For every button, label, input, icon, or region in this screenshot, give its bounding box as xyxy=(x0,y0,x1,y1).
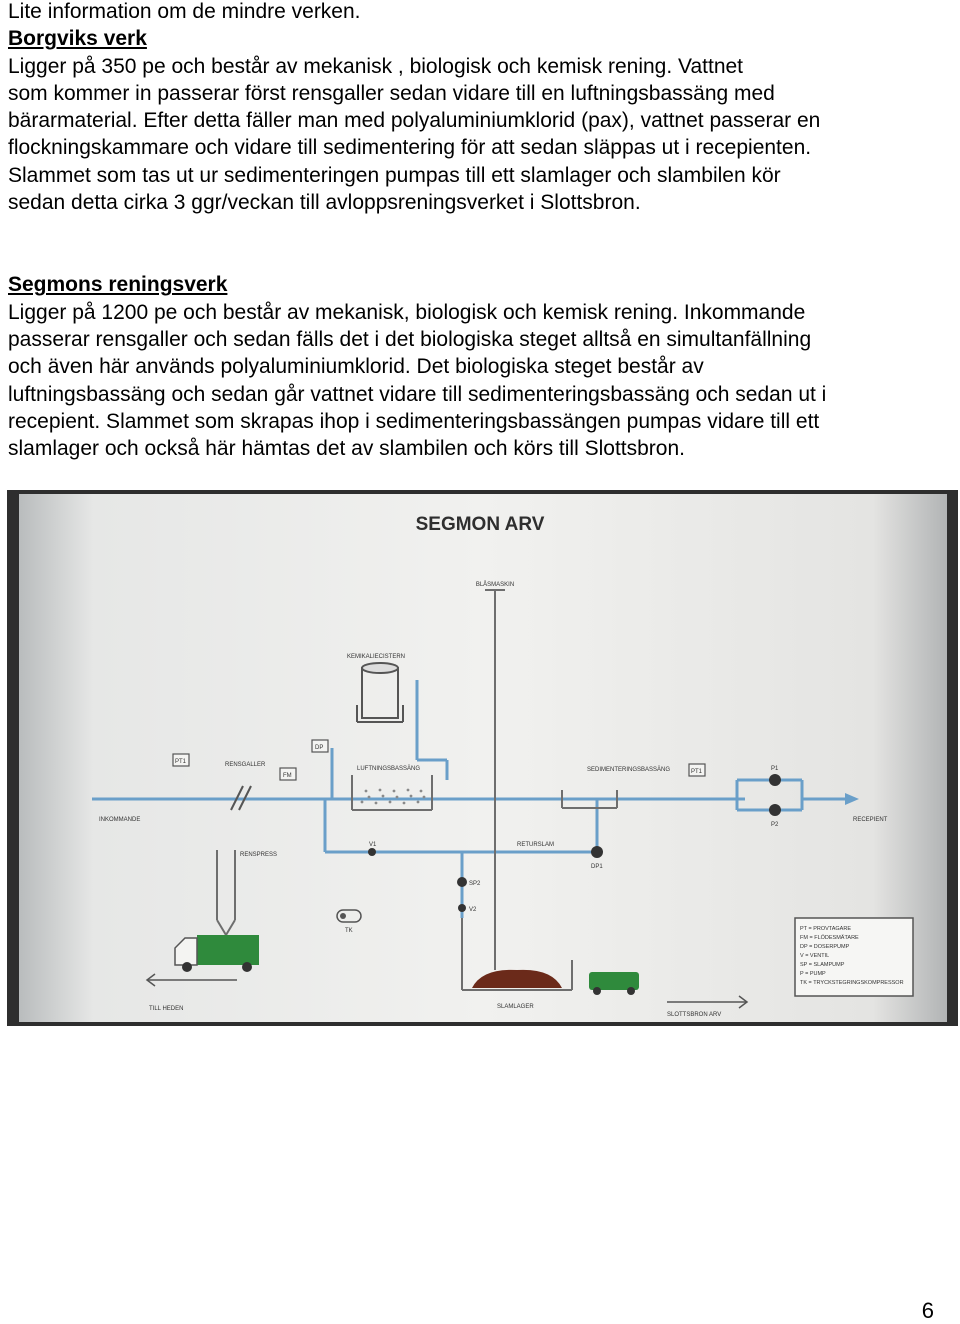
intro-line: Lite information om de mindre verken. xyxy=(8,0,361,23)
diagram-title: SEGMON ARV xyxy=(415,514,545,535)
label-recepient: RECEPIENT xyxy=(853,817,888,823)
legend-item: TK = TRYCKSTEGRINGSKOMPRESSOR xyxy=(800,980,904,986)
valve-v2-icon xyxy=(458,904,466,912)
paragraph-line: luftningsbassäng och sedan går vattnet vidare till sedimenteringsbassäng och sedan ut i xyxy=(8,382,827,406)
label-p2: P2 xyxy=(771,822,779,828)
legend-item: P = PUMP xyxy=(800,971,826,977)
label-inkommande: INKOMMANDE xyxy=(99,817,141,823)
paragraph-line: sedan detta cirka 3 ggr/veckan till avloppsreningsverket i Slottsbron. xyxy=(8,191,641,215)
paragraph-borgvik xyxy=(8,53,953,217)
dosing-pump-dp1-icon xyxy=(591,846,603,858)
label-v2: V2 xyxy=(469,907,477,913)
legend-item: PT = PROVTAGARE xyxy=(800,926,851,932)
process-diagram xyxy=(7,490,958,1026)
valve-v1-icon xyxy=(368,848,376,856)
label-kemikaliecistern: KEMIKALIECISTERN xyxy=(347,654,406,660)
sludge-pump-icon xyxy=(457,877,467,887)
paragraph-segmon xyxy=(8,299,953,463)
pump-p1-icon xyxy=(769,774,781,786)
label-sp2: SP2 xyxy=(469,881,481,887)
paragraph-line: Slammet som tas ut ur sedimenteringen pumpas till ett slamlager och slambilen kör xyxy=(8,163,781,187)
paragraph-line: som kommer in passerar först rensgaller sedan vidare till en luftningsbassäng med xyxy=(8,81,775,105)
heading-borgvik: Borgviks verk xyxy=(8,27,147,51)
label-slamlager: SLAMLAGER xyxy=(497,1004,534,1010)
section-spacer xyxy=(8,216,953,271)
label-returslam: RETURSLAM xyxy=(517,842,555,848)
label-slottsbron-arv: SLOTTSBRON ARV xyxy=(667,1012,722,1018)
label-v1: V1 xyxy=(369,842,377,848)
label-rensgaller: RENSGALLER xyxy=(225,762,266,768)
label-sedimenteringsbassang: SEDIMENTERINGSBASSÄNG xyxy=(587,767,671,773)
paragraph-line: recepient. Slammet som skrapas ihop i sedimenteringsbassängen pumpas vidare till ett xyxy=(8,409,820,433)
heading-segmon: Segmons reningsverk xyxy=(8,273,228,297)
label-luftningsbassang: LUFTNINGSBASSÄNG xyxy=(357,766,421,772)
scada-screen-photo xyxy=(7,490,958,1026)
diagram-legend xyxy=(795,918,913,996)
label-pt1: PT1 xyxy=(175,759,187,765)
paragraph-line: Ligger på 350 pe och består av mekanisk , biologisk och kemisk rening. Vattnet xyxy=(8,54,744,78)
legend-item: SP = SLAMPUMP xyxy=(800,962,845,968)
paragraph-line: och även här används polyaluminiumklorid. Det biologiska steget består av xyxy=(8,355,704,379)
label-blasmaskin: BLÅSMASKIN xyxy=(475,582,515,588)
paragraph-line: passerar rensgaller och sedan fälls det i det biologiska steget alltså en simultanfällning xyxy=(8,327,812,351)
label-dp: DP xyxy=(315,745,324,751)
label-dp1: DP1 xyxy=(591,864,603,870)
paragraph-line: bärarmaterial. Efter detta fäller man med polyaluminiumklorid (pax), vattnet passerar en xyxy=(8,109,821,133)
text-content xyxy=(8,0,953,462)
label-p1: P1 xyxy=(771,766,779,772)
legend-item: FM = FLÖDESMÄTARE xyxy=(800,935,859,941)
label-renspress: RENSPRESS xyxy=(240,852,278,858)
label-till-heden: TILL HEDEN xyxy=(149,1006,184,1012)
label-pt1-right: PT1 xyxy=(691,769,703,775)
paragraph-line: Ligger på 1200 pe och består av mekanisk, biologisk och kemisk rening. Inkommande xyxy=(8,300,806,324)
paragraph-line: slamlager och också här hämtas det av slambilen och körs till Slottsbron. xyxy=(8,437,685,461)
paragraph-line: flockningskammare och vidare till sedimentering för att sedan släppas ut i recepienten. xyxy=(8,136,812,160)
label-tk: TK xyxy=(345,928,353,934)
label-fm: FM xyxy=(283,773,292,779)
legend-item: V = VENTIL xyxy=(800,953,830,959)
legend-item: DP = DOSERPUMP xyxy=(800,944,850,950)
pump-p2-icon xyxy=(769,804,781,816)
page-number: 6 xyxy=(921,1298,934,1323)
